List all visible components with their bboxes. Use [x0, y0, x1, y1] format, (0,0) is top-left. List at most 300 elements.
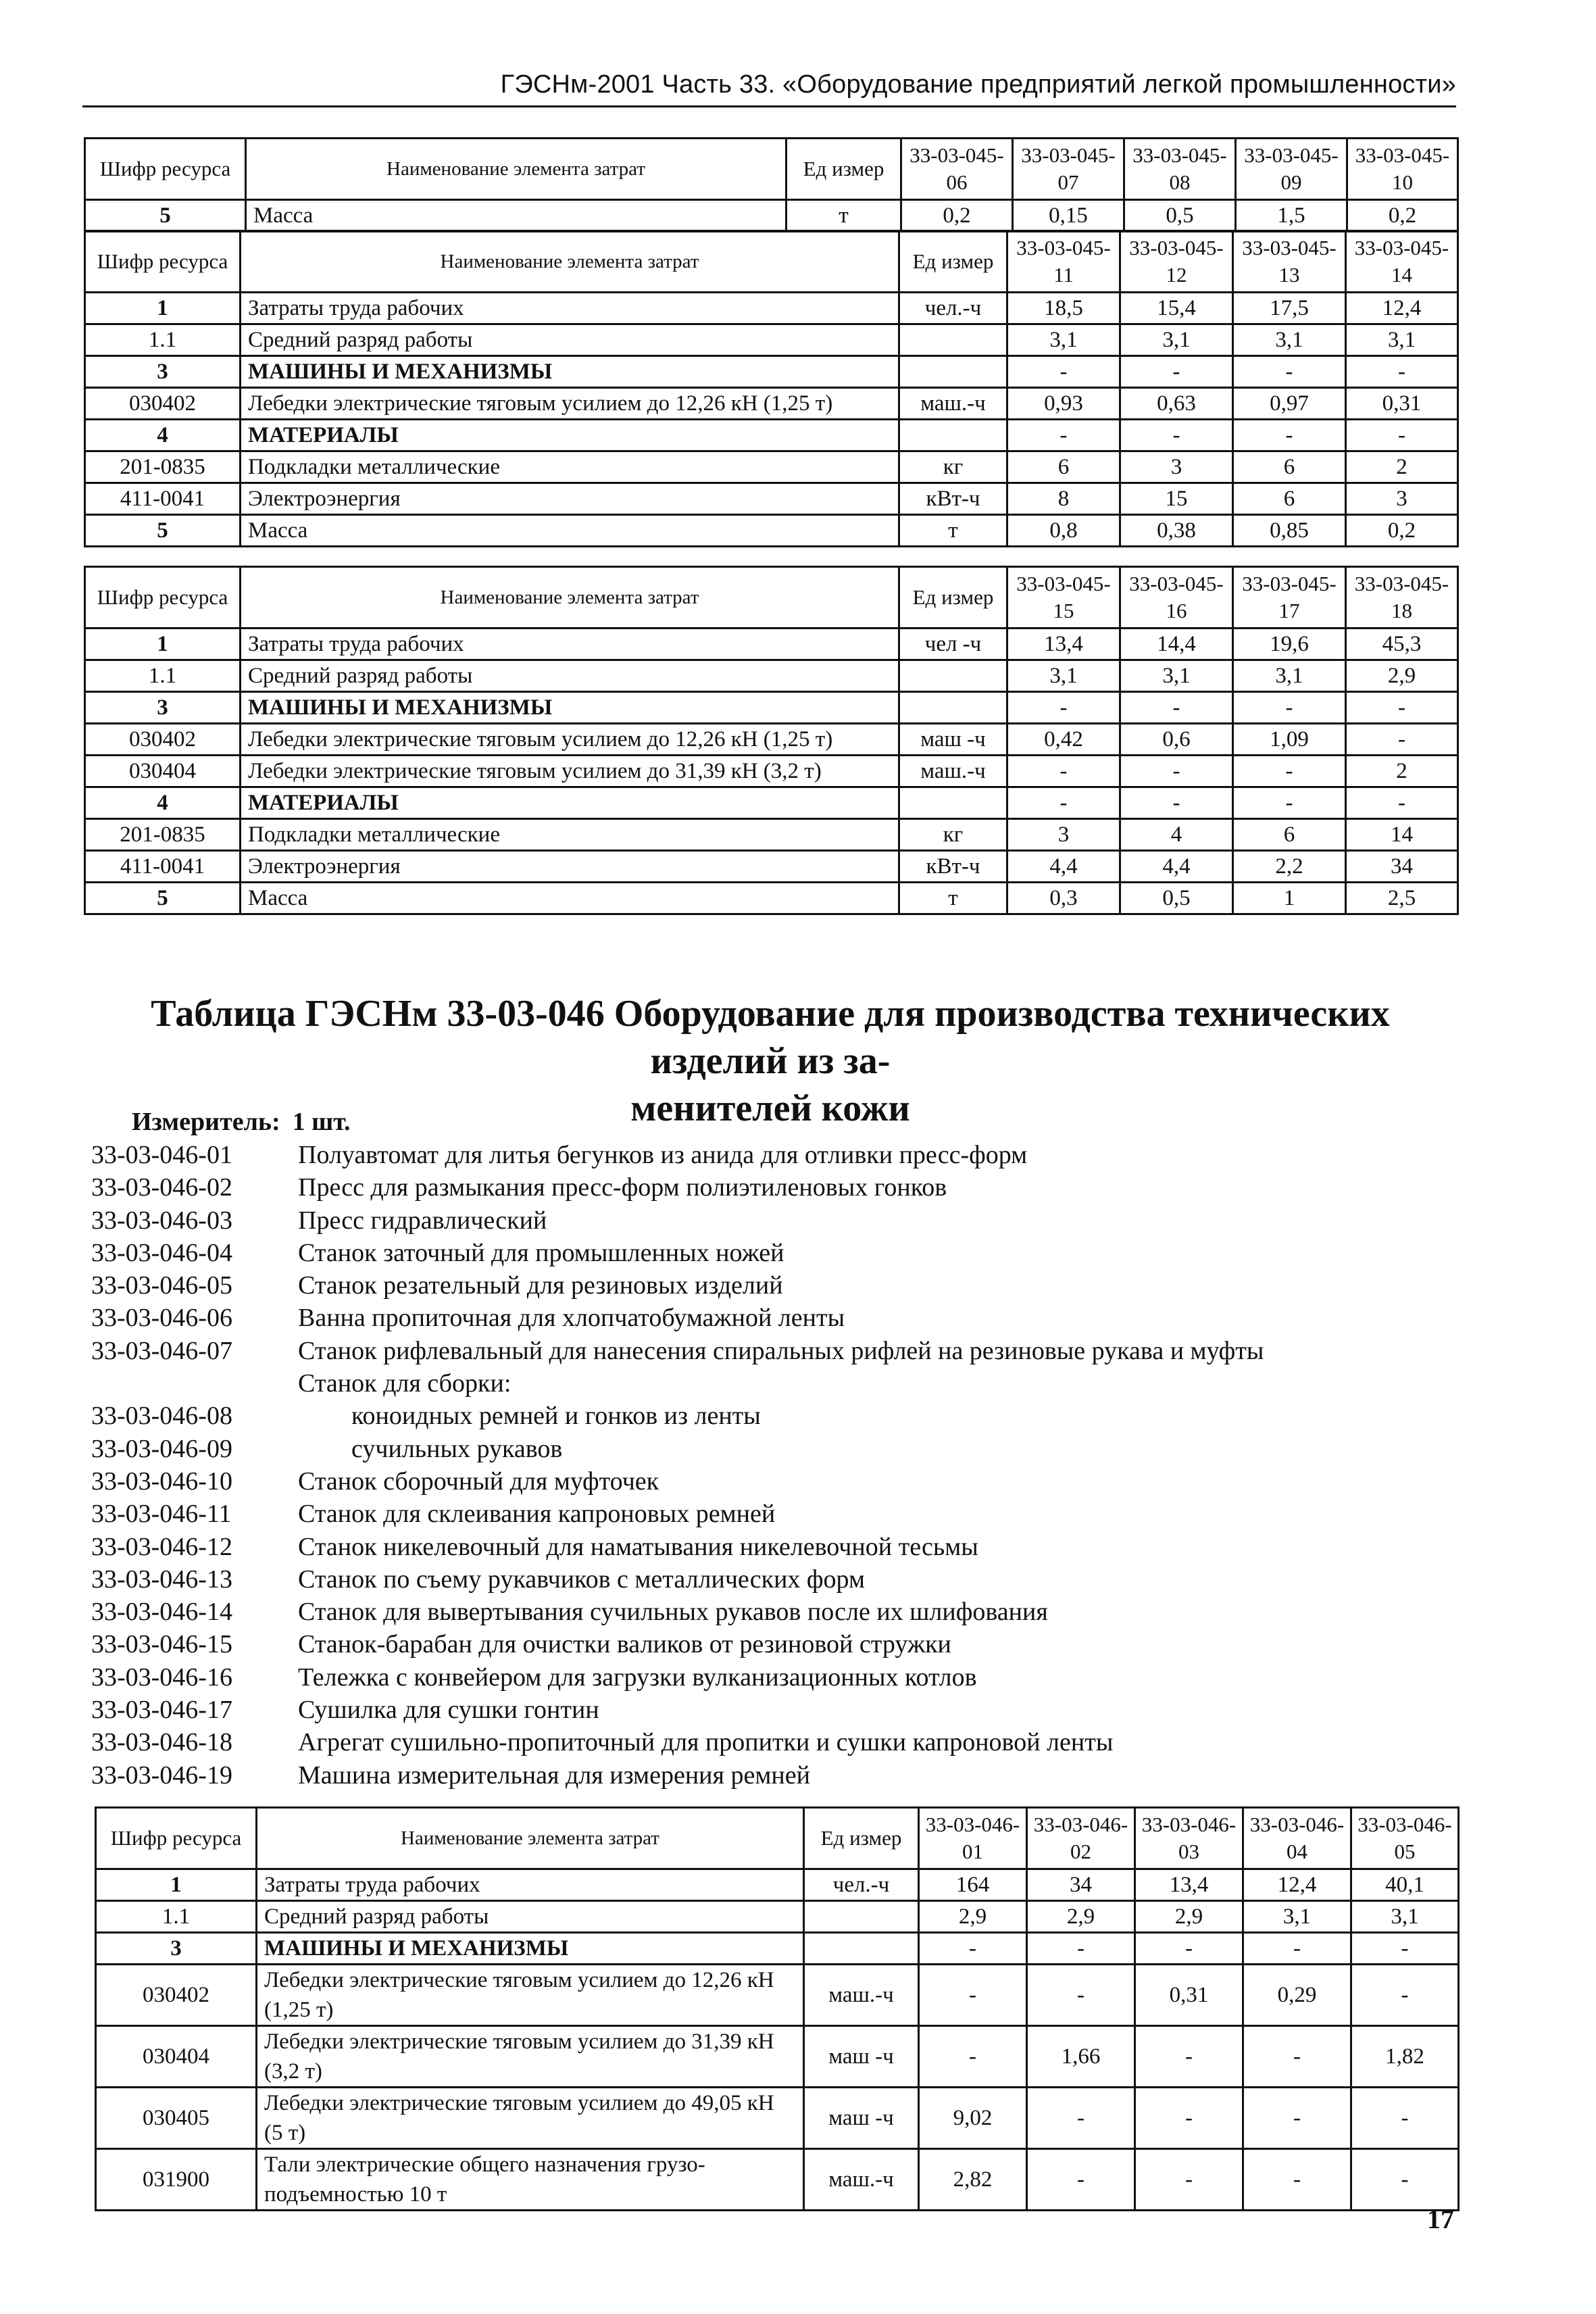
row-name: Средний разряд работы	[241, 660, 899, 692]
item-description: Станок-барабан для очистки валиков от резиновой стружки	[298, 1630, 951, 1659]
item-description: Станок заточный для промышленных ножей	[298, 1238, 784, 1267]
row-value: 3	[1346, 483, 1458, 515]
col-header-rate: 33-03-045-14	[1346, 231, 1458, 293]
row-value: 3	[1007, 819, 1120, 851]
item-description: Пресс гидравлический	[298, 1206, 547, 1235]
item-description: Пресс для размыкания пресс-форм полиэтиленовых гонков	[298, 1173, 947, 1202]
row-name: Затраты труда рабочих	[241, 293, 899, 324]
row-unit: маш.-ч	[804, 2149, 919, 2211]
header-rule	[82, 105, 1456, 107]
row-value: -	[1135, 2088, 1243, 2149]
row-code: 201-0835	[85, 819, 241, 851]
row-name: Электроэнергия	[241, 483, 899, 515]
list-item	[91, 1400, 1429, 1432]
resource-table-045-06-10	[84, 137, 1459, 232]
item-code: 33-03-046-01	[91, 1141, 232, 1169]
col-header-code: Шифр ресурса	[85, 139, 246, 200]
col-header-rate: 33-03-046-01	[919, 1808, 1027, 1869]
col-header-name: Наименование элемента затрат	[246, 139, 787, 200]
row-name: Лебедки электрические тяговым усилием до 49,05 кН (5 т)	[257, 2088, 804, 2149]
row-code: 411-0041	[85, 483, 241, 515]
row-value: -	[1346, 787, 1458, 819]
item-description: Станок рифлевальный для нанесения спиральных рифлей на резиновые рукава и муфты	[298, 1336, 1264, 1365]
row-value: -	[1351, 1933, 1459, 1965]
item-description: Ванна пропиточная для хлопчатобумажной ленты	[298, 1304, 845, 1333]
item-code: 33-03-046-02	[91, 1173, 232, 1202]
table-row	[85, 851, 1458, 883]
item-code: 33-03-046-12	[91, 1532, 232, 1561]
row-code: 201-0835	[85, 451, 241, 483]
row-unit: маш.-ч	[899, 756, 1007, 787]
row-value: 0,29	[1243, 1965, 1351, 2026]
row-value: -	[1007, 356, 1120, 388]
row-name: Лебедки электрические тяговым усилием до 12,26 кН (1,25 т)	[241, 388, 899, 420]
row-value: 2,9	[1027, 1901, 1135, 1933]
item-code: 33-03-046-18	[91, 1728, 232, 1757]
row-unit	[899, 420, 1007, 451]
row-unit	[899, 356, 1007, 388]
table-row	[96, 2026, 1459, 2088]
table-row	[85, 787, 1458, 819]
row-value: -	[919, 1965, 1027, 2026]
row-unit: кВт-ч	[899, 483, 1007, 515]
page-number: 17	[1427, 2204, 1454, 2234]
row-code: 5	[85, 515, 241, 547]
col-header-unit: Ед измер	[899, 231, 1007, 293]
col-header-code: Шифр ресурса	[85, 567, 241, 629]
col-header-rate: 33-03-045-07	[1013, 139, 1124, 200]
list-item	[91, 1139, 1429, 1171]
table-row	[85, 356, 1458, 388]
row-value: 1,09	[1233, 724, 1346, 756]
row-name: Лебедки электрические тяговым усилием до 12,26 кН (1,25 т)	[241, 724, 899, 756]
row-value: 0,2	[1346, 515, 1458, 547]
list-item	[91, 1726, 1429, 1758]
row-value: 3,1	[1120, 324, 1233, 356]
row-unit: кВт-ч	[899, 851, 1007, 883]
row-value: 3,1	[1233, 660, 1346, 692]
row-value: 0,85	[1233, 515, 1346, 547]
row-value: -	[1027, 1965, 1135, 2026]
row-value: 3,1	[1351, 1901, 1459, 1933]
row-unit: маш.-ч	[804, 1965, 919, 2026]
table-row	[85, 883, 1458, 914]
list-item	[91, 1269, 1429, 1302]
row-value: 3,1	[1346, 324, 1458, 356]
row-value: -	[1007, 756, 1120, 787]
list-item	[91, 1433, 1429, 1465]
row-value: -	[1135, 1933, 1243, 1965]
row-name: МАШИНЫ И МЕХАНИЗМЫ	[241, 692, 899, 724]
row-value: 0,2	[901, 200, 1013, 232]
row-name: Подкладки металлические	[241, 451, 899, 483]
row-value: -	[1027, 2149, 1135, 2211]
row-value: -	[1120, 356, 1233, 388]
col-header-name: Наименование элемента затрат	[257, 1808, 804, 1869]
list-item	[91, 1628, 1429, 1660]
row-value: 3,1	[1120, 660, 1233, 692]
list-item	[91, 1694, 1429, 1726]
list-item	[91, 1367, 1429, 1400]
item-description: Станок сборочный для муфточек	[298, 1467, 659, 1496]
table-row	[85, 692, 1458, 724]
measure-unit-label: Измеритель:	[132, 1108, 280, 1136]
item-description: Тележка с конвейером для загрузки вулканизационных котлов	[298, 1663, 977, 1692]
row-code: 030404	[85, 756, 241, 787]
measure-unit-value: 1 шт.	[292, 1108, 351, 1136]
row-unit: чел -ч	[899, 629, 1007, 660]
row-value: 17,5	[1233, 293, 1346, 324]
table-row	[85, 483, 1458, 515]
table-row	[85, 451, 1458, 483]
item-code: 33-03-046-08	[91, 1402, 232, 1431]
list-item	[91, 1302, 1429, 1334]
item-code: 33-03-046-15	[91, 1630, 232, 1659]
row-value: 12,4	[1243, 1869, 1351, 1901]
row-code: 030402	[96, 1965, 257, 2026]
row-value: 0,93	[1007, 388, 1120, 420]
row-value: 3	[1120, 451, 1233, 483]
col-header-code: Шифр ресурса	[96, 1808, 257, 1869]
col-header-rate: 33-03-046-04	[1243, 1808, 1351, 1869]
col-header-rate: 33-03-045-16	[1120, 567, 1233, 629]
item-code: 33-03-046-13	[91, 1565, 232, 1594]
row-unit	[899, 660, 1007, 692]
row-value: -	[1346, 724, 1458, 756]
row-value: 12,4	[1346, 293, 1458, 324]
list-item	[91, 1563, 1429, 1596]
row-name: Подкладки металлические	[241, 819, 899, 851]
row-unit	[899, 787, 1007, 819]
row-value: 0,97	[1233, 388, 1346, 420]
item-description: Машина измерительная для измерения ремней	[298, 1761, 810, 1790]
row-name: Затраты труда рабочих	[257, 1869, 804, 1901]
row-value: 0,38	[1120, 515, 1233, 547]
row-value: 1,5	[1236, 200, 1347, 232]
col-header-rate: 33-03-045-09	[1236, 139, 1347, 200]
row-value: -	[1233, 756, 1346, 787]
row-value: 4,4	[1007, 851, 1120, 883]
row-value: 3,1	[1233, 324, 1346, 356]
row-value: -	[1351, 2149, 1459, 2211]
row-code: 3	[85, 692, 241, 724]
row-value: 0,63	[1120, 388, 1233, 420]
row-unit: т	[787, 200, 901, 232]
table-row	[85, 724, 1458, 756]
item-code: 33-03-046-10	[91, 1467, 232, 1496]
list-item	[91, 1237, 1429, 1269]
row-code: 030405	[96, 2088, 257, 2149]
table-row	[85, 388, 1458, 420]
table-row	[85, 200, 1458, 232]
row-name: МАШИНЫ И МЕХАНИЗМЫ	[241, 356, 899, 388]
row-value: 34	[1346, 851, 1458, 883]
col-header-name: Наименование элемента затрат	[241, 567, 899, 629]
row-value: 18,5	[1007, 293, 1120, 324]
row-value: 4	[1120, 819, 1233, 851]
row-value: 13,4	[1135, 1869, 1243, 1901]
row-name: Затраты труда рабочих	[241, 629, 899, 660]
row-value: 4,4	[1120, 851, 1233, 883]
row-value: 6	[1233, 451, 1346, 483]
col-header-rate: 33-03-046-05	[1351, 1808, 1459, 1869]
row-unit: т	[899, 515, 1007, 547]
row-name: Средний разряд работы	[241, 324, 899, 356]
list-item	[91, 1596, 1429, 1628]
item-code: 33-03-046-04	[91, 1238, 232, 1267]
row-unit	[899, 692, 1007, 724]
row-code: 3	[96, 1933, 257, 1965]
row-value: 0,31	[1135, 1965, 1243, 2026]
col-header-rate: 33-03-045-08	[1124, 139, 1236, 200]
row-name: Масса	[241, 883, 899, 914]
col-header-rate: 33-03-045-11	[1007, 231, 1120, 293]
item-code: 33-03-046-19	[91, 1761, 232, 1790]
row-value: 3,1	[1007, 324, 1120, 356]
list-item	[91, 1465, 1429, 1498]
row-value: 0,2	[1347, 200, 1458, 232]
row-name: Лебедки электрические тяговым усилием до 31,39 кН (3,2 т)	[241, 756, 899, 787]
row-value: 0,15	[1013, 200, 1124, 232]
row-value: 34	[1027, 1869, 1135, 1901]
list-item	[91, 1171, 1429, 1204]
row-value: 14,4	[1120, 629, 1233, 660]
item-description: Станок по съему рукавчиков с металлических форм	[298, 1565, 866, 1594]
table-row	[96, 1933, 1459, 1965]
row-name: Средний разряд работы	[257, 1901, 804, 1933]
row-value: 14	[1346, 819, 1458, 851]
row-name: Лебедки электрические тяговым усилием до 12,26 кН (1,25 т)	[257, 1965, 804, 2026]
table-row	[96, 2088, 1459, 2149]
row-unit: кг	[899, 819, 1007, 851]
row-value: -	[1233, 356, 1346, 388]
row-value: -	[1243, 2149, 1351, 2211]
row-value: -	[1007, 787, 1120, 819]
row-name: МАТЕРИАЛЫ	[241, 787, 899, 819]
item-code: 33-03-046-16	[91, 1663, 232, 1692]
row-value: 2	[1346, 756, 1458, 787]
item-description: Станок резательный для резиновых изделий	[298, 1271, 783, 1300]
row-code: 411-0041	[85, 851, 241, 883]
table-row	[96, 2149, 1459, 2211]
col-header-unit: Ед измер	[899, 567, 1007, 629]
col-header-unit: Ед измер	[804, 1808, 919, 1869]
row-code: 030402	[85, 388, 241, 420]
row-unit: кг	[899, 451, 1007, 483]
row-value: -	[1243, 2026, 1351, 2088]
row-unit: маш -ч	[804, 2088, 919, 2149]
item-description: Агрегат сушильно-пропиточный для пропитки и сушки капроновой ленты	[298, 1728, 1114, 1757]
row-code: 1	[85, 293, 241, 324]
row-value: 2,9	[1135, 1901, 1243, 1933]
row-code: 4	[85, 420, 241, 451]
row-value: 1,82	[1351, 2026, 1459, 2088]
row-code: 4	[85, 787, 241, 819]
row-name: Тали электрические общего назначения грузо-подъемностью 10 т	[257, 2149, 804, 2211]
row-code: 1.1	[85, 324, 241, 356]
row-value: -	[1135, 2149, 1243, 2211]
row-value: 6	[1233, 819, 1346, 851]
row-value: -	[1120, 420, 1233, 451]
row-value: -	[1233, 787, 1346, 819]
resource-table-046-01-05	[95, 1806, 1460, 2211]
item-code: 33-03-046-05	[91, 1271, 232, 1300]
row-value: -	[1120, 756, 1233, 787]
row-value: 2,5	[1346, 883, 1458, 914]
row-unit: маш.-ч	[899, 388, 1007, 420]
row-value: 6	[1233, 483, 1346, 515]
row-unit: чел.-ч	[899, 293, 1007, 324]
row-value: -	[1027, 2088, 1135, 2149]
table-row	[85, 293, 1458, 324]
item-code: 33-03-046-17	[91, 1696, 232, 1725]
row-value: 0,6	[1120, 724, 1233, 756]
row-unit: т	[899, 883, 1007, 914]
row-value: 15	[1120, 483, 1233, 515]
row-name: Масса	[246, 200, 787, 232]
row-value: 15,4	[1120, 293, 1233, 324]
row-value: -	[1351, 2088, 1459, 2149]
row-value: -	[1243, 2088, 1351, 2149]
row-name: Электроэнергия	[241, 851, 899, 883]
table-row	[85, 324, 1458, 356]
row-code: 1.1	[85, 660, 241, 692]
col-header-rate: 33-03-046-02	[1027, 1808, 1135, 1869]
row-name: Масса	[241, 515, 899, 547]
row-value: 2,2	[1233, 851, 1346, 883]
table-row	[85, 629, 1458, 660]
item-description: Станок для склеивания капроновых ремней	[298, 1500, 776, 1529]
item-code: 33-03-046-07	[91, 1336, 232, 1365]
row-value: -	[1120, 692, 1233, 724]
row-value: 1	[1233, 883, 1346, 914]
row-code: 5	[85, 200, 246, 232]
row-value: -	[919, 2026, 1027, 2088]
row-value: 9,02	[919, 2088, 1027, 2149]
list-item	[91, 1335, 1429, 1367]
row-value: 45,3	[1346, 629, 1458, 660]
row-value: 0,8	[1007, 515, 1120, 547]
row-code: 030402	[85, 724, 241, 756]
col-header-rate: 33-03-045-18	[1346, 567, 1458, 629]
item-code: 33-03-046-14	[91, 1598, 232, 1627]
row-value: -	[1346, 692, 1458, 724]
table-row	[85, 515, 1458, 547]
item-code: 33-03-046-09	[91, 1434, 232, 1463]
list-item	[91, 1531, 1429, 1563]
row-code: 1	[96, 1869, 257, 1901]
item-description: коноидных ремней и гонков из ленты	[351, 1402, 761, 1431]
col-header-rate: 33-03-045-13	[1233, 231, 1346, 293]
row-value: -	[1346, 420, 1458, 451]
list-item	[91, 1661, 1429, 1694]
col-header-code: Шифр ресурса	[85, 231, 241, 293]
row-value: -	[1007, 692, 1120, 724]
row-unit: маш -ч	[804, 2026, 919, 2088]
resource-table-045-11-14	[84, 230, 1459, 547]
item-description: Станок никелевочный для наматывания никелевочной тесьмы	[298, 1532, 978, 1561]
row-value: 2,82	[919, 2149, 1027, 2211]
item-description: сучильных рукавов	[351, 1434, 563, 1463]
row-name: МАШИНЫ И МЕХАНИЗМЫ	[257, 1933, 804, 1965]
row-value: 2	[1346, 451, 1458, 483]
row-value: 40,1	[1351, 1869, 1459, 1901]
row-value: 13,4	[1007, 629, 1120, 660]
table-title-line-1: Таблица ГЭСНм 33-03-046 Оборудование для производства технических изделий из за-	[151, 993, 1390, 1082]
row-unit: маш -ч	[899, 724, 1007, 756]
row-value: -	[1233, 692, 1346, 724]
list-item	[91, 1498, 1429, 1530]
item-code: 33-03-046-06	[91, 1304, 232, 1333]
row-code: 3	[85, 356, 241, 388]
row-code: 5	[85, 883, 241, 914]
col-header-unit: Ед измер	[787, 139, 901, 200]
row-code: 031900	[96, 2149, 257, 2211]
row-code: 1	[85, 629, 241, 660]
col-header-rate: 33-03-045-12	[1120, 231, 1233, 293]
measure-unit	[132, 1107, 351, 1137]
item-code: 33-03-046-03	[91, 1206, 232, 1235]
row-value: -	[1351, 1965, 1459, 2026]
row-value: 6	[1007, 451, 1120, 483]
row-unit	[804, 1933, 919, 1965]
row-value: 19,6	[1233, 629, 1346, 660]
row-value: 0,5	[1124, 200, 1236, 232]
row-value: -	[1346, 356, 1458, 388]
row-value: 8	[1007, 483, 1120, 515]
row-code: 030404	[96, 2026, 257, 2088]
table-row	[85, 420, 1458, 451]
row-value: 3,1	[1243, 1901, 1351, 1933]
row-value: 3,1	[1007, 660, 1120, 692]
row-value: 2,9	[1346, 660, 1458, 692]
row-code: 1.1	[96, 1901, 257, 1933]
item-code: 33-03-046-11	[91, 1500, 232, 1529]
running-header: ГЭСНм-2001 Часть 33. «Оборудование предприятий легкой промышленности»	[500, 70, 1456, 99]
row-value: -	[1007, 420, 1120, 451]
item-list	[91, 1139, 1429, 1792]
item-description: Станок для вывертывания сучильных рукавов после их шлифования	[298, 1598, 1048, 1627]
table-row	[96, 1901, 1459, 1933]
table-row	[85, 819, 1458, 851]
table-row	[96, 1965, 1459, 2026]
row-value: -	[1135, 2026, 1243, 2088]
col-header-rate: 33-03-046-03	[1135, 1808, 1243, 1869]
row-value: -	[1027, 1933, 1135, 1965]
list-item	[91, 1759, 1429, 1792]
row-value: -	[1120, 787, 1233, 819]
resource-table-045-15-18	[84, 566, 1459, 915]
col-header-rate: 33-03-045-17	[1233, 567, 1346, 629]
col-header-rate: 33-03-045-06	[901, 139, 1013, 200]
item-description: Полуавтомат для литья бегунков из анида для отливки пресс-форм	[298, 1141, 1028, 1169]
list-item	[91, 1204, 1429, 1237]
row-unit: чел.-ч	[804, 1869, 919, 1901]
row-name: Лебедки электрические тяговым усилием до 31,39 кН (3,2 т)	[257, 2026, 804, 2088]
item-description: Сушилка для сушки гонтин	[298, 1696, 599, 1725]
row-value: -	[1233, 420, 1346, 451]
row-value: -	[919, 1933, 1027, 1965]
row-value: 2,9	[919, 1901, 1027, 1933]
table-row	[96, 1869, 1459, 1901]
col-header-rate: 33-03-045-10	[1347, 139, 1458, 200]
row-value: 0,31	[1346, 388, 1458, 420]
row-value: -	[1243, 1933, 1351, 1965]
table-row	[85, 660, 1458, 692]
item-description: Станок для сборки:	[298, 1369, 512, 1398]
col-header-name: Наименование элемента затрат	[241, 231, 899, 293]
row-name: МАТЕРИАЛЫ	[241, 420, 899, 451]
